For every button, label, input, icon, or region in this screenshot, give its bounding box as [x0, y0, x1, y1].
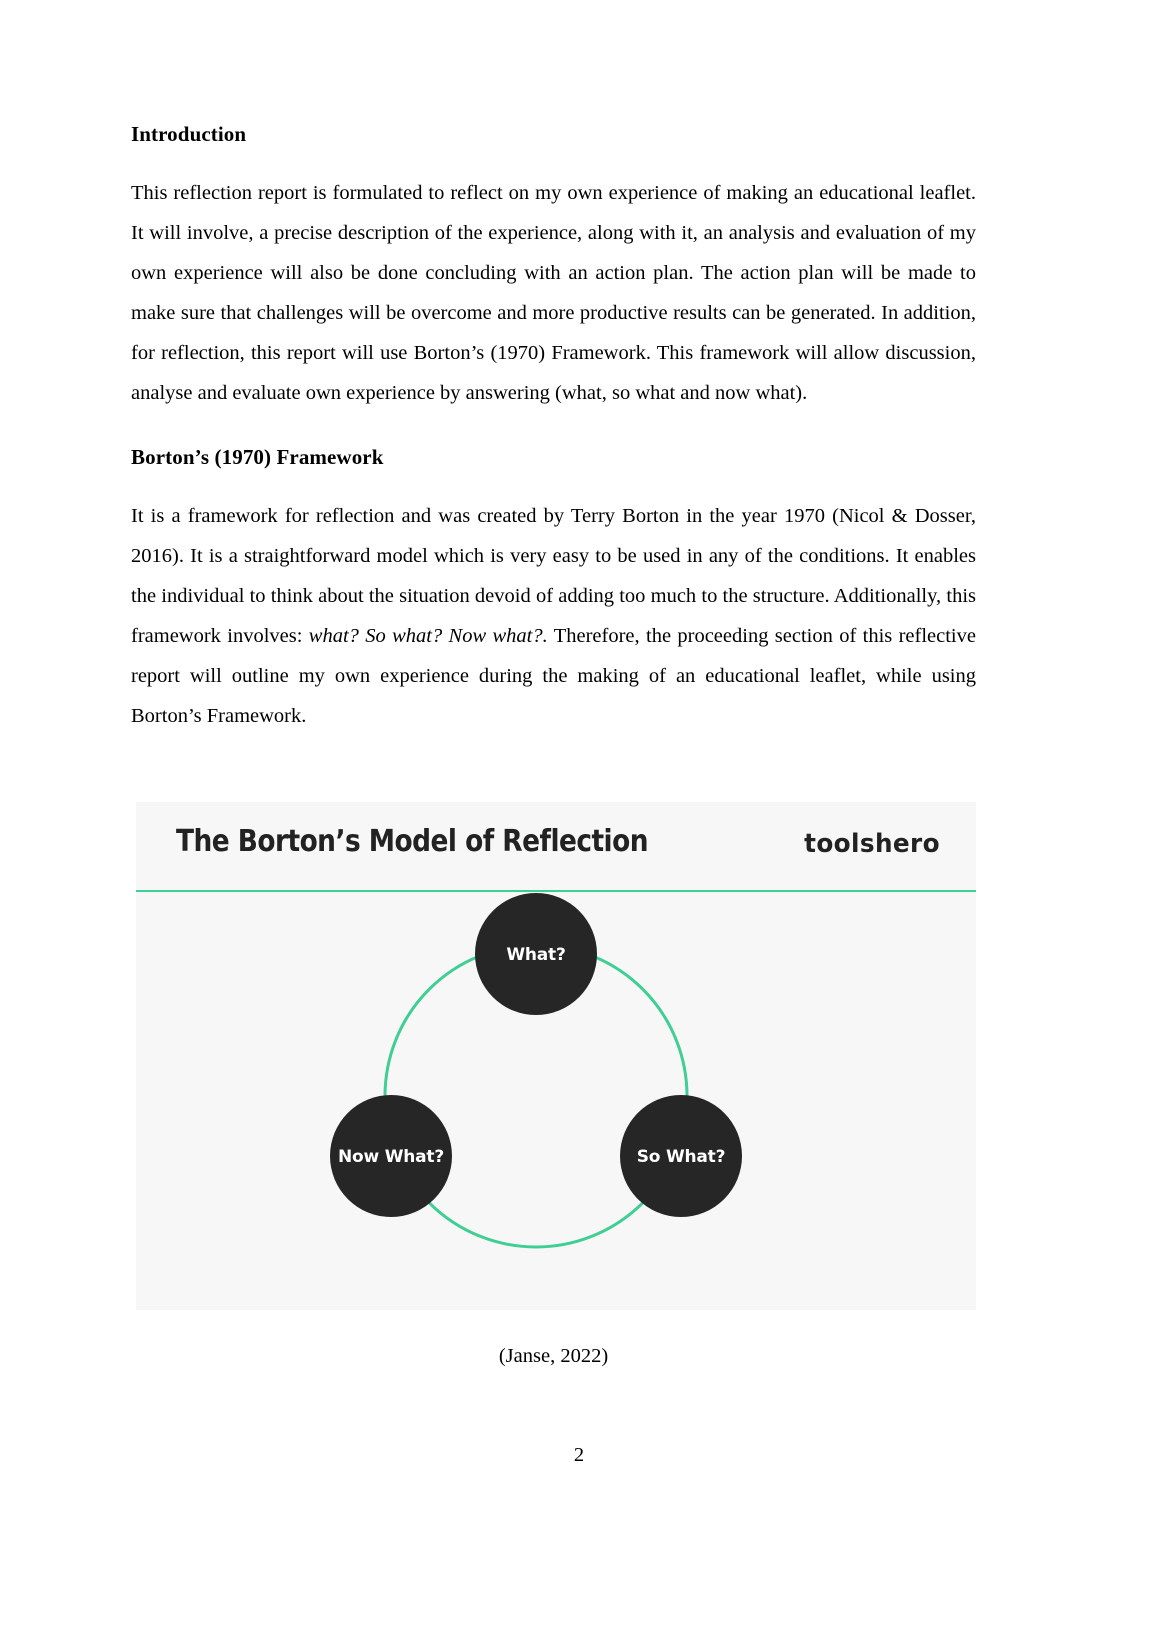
node-what-label: What? [506, 945, 566, 965]
toolshero-logo: toolshero [804, 829, 940, 859]
paragraph-introduction: This reflection report is formulated to reflect on my own experience of making an educational leaflet. It will involve, a precise description of the experience, along with it, an analysis and evaluation of my own experience will also be done concluding with an action plan. The action plan will be made to make sure that challenges will be overcome and more productive results can be generated. In addition, for reflection, this report will use Borton’s (1970) Framework. This framework will allow discussion, analyse and evaluate own experience by answering (what, so what and now what). [131, 182, 976, 405]
reflection-cycle-svg [136, 892, 976, 1310]
section-heading-bortons-framework: Borton’s (1970) Framework [131, 445, 384, 470]
node-now-what-label: Now What? [337, 1147, 445, 1167]
figure-title: The Borton’s Model of Reflection [176, 824, 648, 859]
paragraph-text-part1: It is a framework for reflection and was created by Terry Borton in the year 1970 (Nicol & Dosser, 2016). It is a straightforward model which is very easy to be used in any of the conditions. It enables the individual to think about the situation devoid of adding too much to the structure. Additionally, this framework involves: [131, 505, 976, 648]
document-body [131, 122, 976, 736]
node-so-what [620, 1095, 742, 1217]
page-number: 2 [573, 1444, 585, 1466]
paragraph-bortons-framework [131, 496, 976, 736]
node-so-what-label: So What? [636, 1147, 726, 1167]
paragraph-text-italic: what? So what? Now what?. [308, 625, 548, 648]
figure-header [136, 802, 976, 890]
node-what [475, 893, 597, 1015]
section-heading-introduction: Introduction [131, 122, 247, 146]
figure-diagram [136, 892, 976, 1310]
figure-bortons-model [136, 802, 976, 1310]
node-now-what [330, 1095, 452, 1217]
paragraph-text-part2: Therefore, the proceeding section of this reflective report will outline my own experience during the making of an educational leaflet, while using Borton’s Framework. [131, 625, 976, 728]
figure-caption: (Janse, 2022) [498, 1345, 609, 1367]
